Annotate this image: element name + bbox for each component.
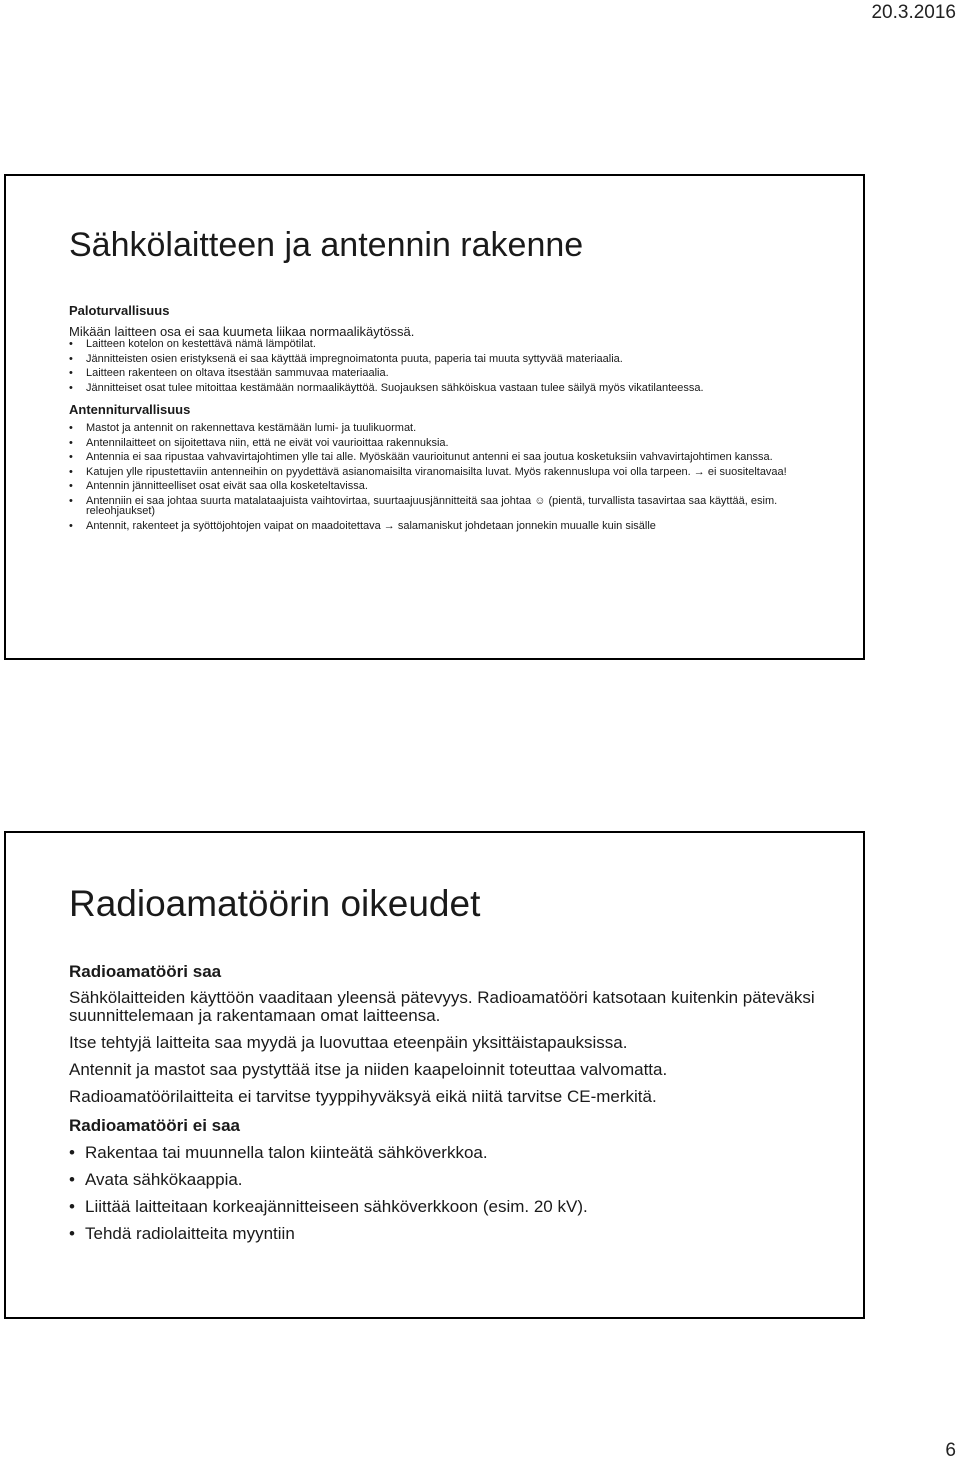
antenna-safety-heading: Antenniturvallisuus xyxy=(69,402,191,417)
fire-safety-list xyxy=(69,339,823,397)
list-item: • Katujen ylle ripustettaviin antenneihin on pyydettävä asianomaisilta viranomaisilta luvat. Myös rakennuslupa voi olla tarpeen. → ei suositeltavaa! xyxy=(69,467,823,482)
list-item: • Antennit, rakenteet ja syöttöjohtojen vaipat on maadoitettava → salamaniskut johdetaan jonnekin muualle kuin sisälle xyxy=(69,521,823,536)
list-item: • Antennilaitteet on sijoitettava niin, että ne eivät voi vaurioittaa rakennuksia. xyxy=(69,438,823,453)
list-item: • Tehdä radiolaitteita myyntiin xyxy=(69,1224,823,1251)
not-allowed-heading: Radioamatööri ei saa xyxy=(69,1116,241,1135)
allowed-paragraph: Sähkölaitteiden käyttöön vaaditaan yleensä pätevyys. Radioamatööri katsotaan kuitenkin päteväksi suunnittelemaan ja rakentamaan omat laitteensa. xyxy=(69,988,815,1025)
list-item: • Jännitteiset osat tulee mitoittaa kestämään normaalikäyttöä. Suojauksen sähköiskua vastaan tulee säilyä myös vikatilanteessa. xyxy=(69,383,823,398)
slide-2-content xyxy=(69,961,823,1251)
allowed-paragraph: Radioamatöörilaitteita ei tarvitse tyyppihyväksyä eikä niitä tarvitse CE-merkitä. xyxy=(69,1087,657,1106)
not-allowed-list xyxy=(69,1143,823,1251)
list-item: • Laitteen kotelon on kestettävä nämä lämpötilat. xyxy=(69,339,823,354)
slide-2-title: Radioamatöörin oikeudet xyxy=(69,883,481,924)
list-item: • Rakentaa tai muunnella talon kiinteätä sähköverkkoa. xyxy=(69,1143,823,1170)
fire-safety-heading: Paloturvallisuus xyxy=(69,303,170,318)
slide-1-content xyxy=(69,302,823,535)
slide-1-title: Sähkölaitteen ja antennin rakenne xyxy=(69,226,584,264)
antenna-safety-list xyxy=(69,423,823,535)
list-item: • Jännitteisten osien eristyksenä ei saa käyttää impregnoimatonta puuta, paperia tai muuta syttyvää materiaalia. xyxy=(69,354,823,369)
allowed-paragraph: Itse tehtyjä laitteita saa myydä ja luovuttaa eteenpäin yksittäistapauksissa. xyxy=(69,1033,628,1052)
page-date: 20.3.2016 xyxy=(871,2,956,23)
list-item: • Laitteen rakenteen on oltava itsestään sammuvaa materiaalia. xyxy=(69,368,823,383)
fire-safety-intro: Mikään laitteen osa ei saa kuumeta liikaa normaalikäytössä. xyxy=(69,324,415,339)
list-item: • Mastot ja antennit on rakennettava kestämään lumi- ja tuulikuormat. xyxy=(69,423,823,438)
slide-2 xyxy=(4,831,865,1319)
list-item: • Avata sähkökaappia. xyxy=(69,1170,823,1197)
allowed-paragraph: Antennit ja mastot saa pystyttää itse ja niiden kaapeloinnit toteuttaa valvomatta. xyxy=(69,1060,668,1079)
list-item: • Liittää laitteitaan korkeajännitteiseen sähköverkkoon (esim. 20 kV). xyxy=(69,1197,823,1224)
page-number: 6 xyxy=(945,1440,956,1461)
list-item: • Antennin jännitteelliset osat eivät saa olla kosketeltavissa. xyxy=(69,481,823,496)
list-item: • Antennia ei saa ripustaa vahvavirtajohtimen ylle tai alle. Myöskään vaurioitunut antenni ei saa joutua kosketuksiin vahvavirtajohtimen kanssa. xyxy=(69,452,823,467)
list-item: • Antenniin ei saa johtaa suurta matalataajuista vaihtovirtaa, suurtaajuusjännitteitä saa johtaa ☺ (pientä, turvallista tasavirtaa saa käyttää, esim. releohjaukset) xyxy=(69,496,823,521)
slide-1 xyxy=(4,174,865,660)
allowed-heading: Radioamatööri saa xyxy=(69,962,222,981)
